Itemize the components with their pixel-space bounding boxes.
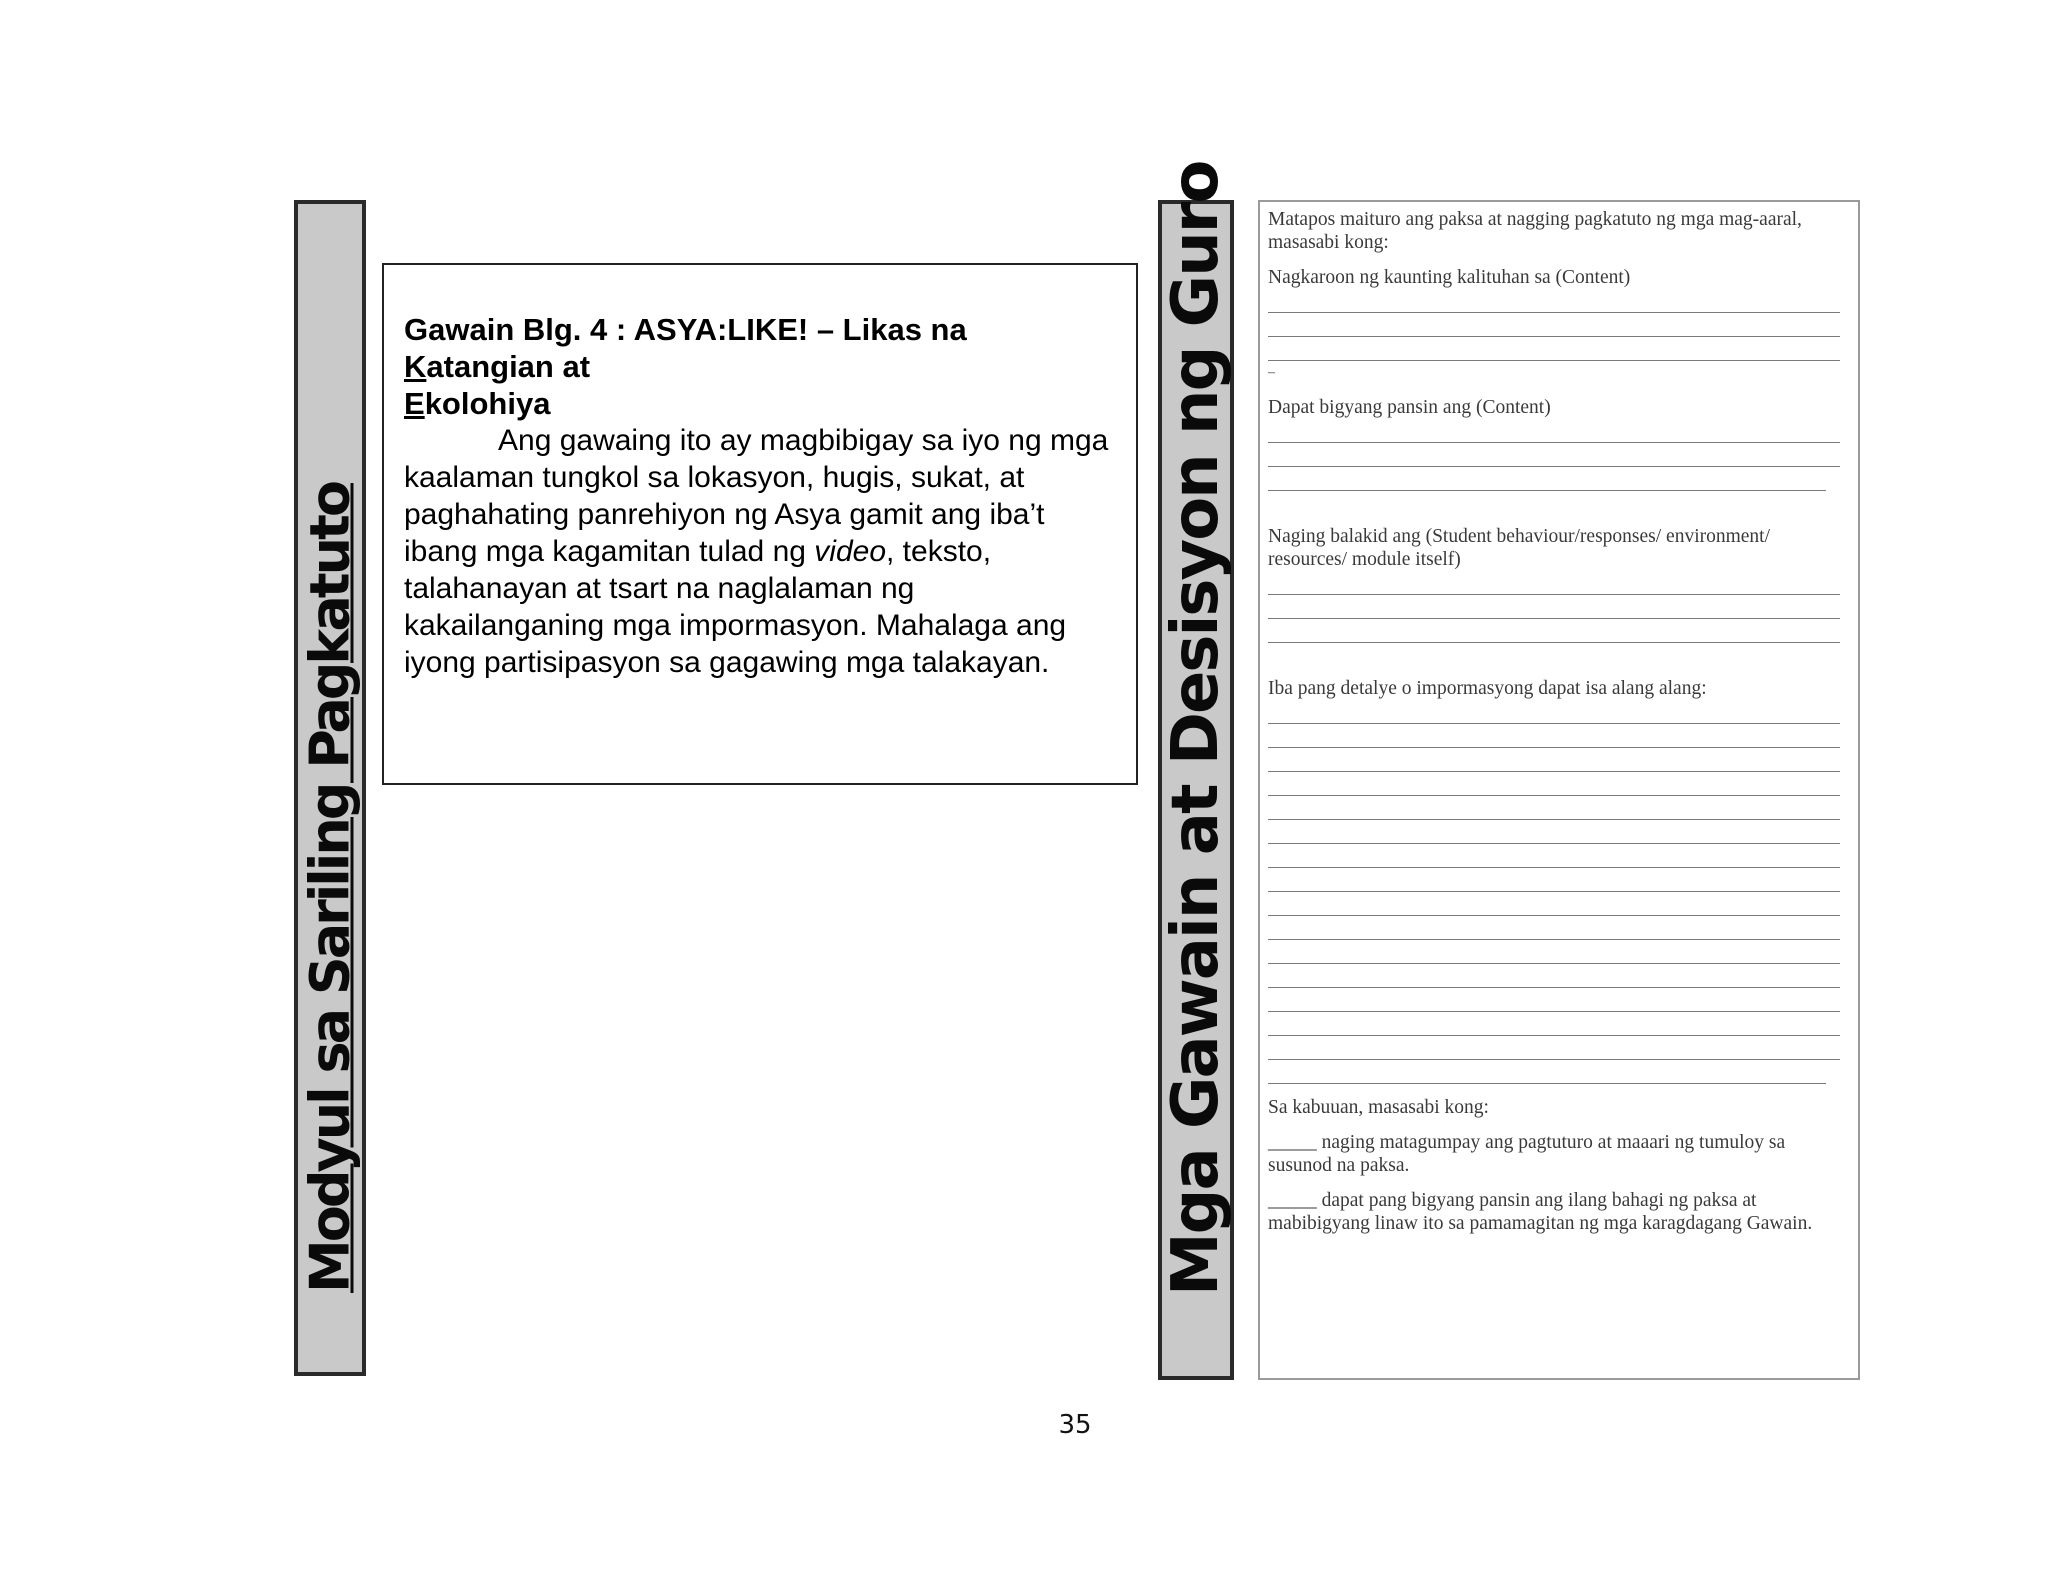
writing-line[interactable] [1268,772,1840,796]
reflection-section-obstacle: Naging balakid ang (Student behaviour/responses/ environment/ resources/ module itself) [1268,526,1771,570]
writing-line[interactable] [1268,700,1840,724]
reflection-section-attention: Dapat bigyang pansin ang (Content) [1268,397,1551,418]
teacher-reflection-panel [1258,200,1860,1380]
reflection-intro: Matapos maituro ang paksa at nagging pagkatuto ng mga mag-aaral, masasabi kong: [1268,209,1802,253]
left-banner-text: Modyul sa Sariling Pagkatuto [298,483,362,1293]
right-vertical-banner [1158,161,1234,1380]
reflection-section-confusion: Nagkaroon ng kaunting kalituhan sa (Content) [1268,267,1631,288]
writing-line[interactable] [1268,1060,1826,1084]
right-banner-text: Mga Gawain at Desisyon ng Guro [1159,161,1233,1296]
writing-line[interactable] [1268,313,1840,337]
checkbox-blank[interactable]: _____ [1268,1132,1317,1153]
checkbox-blank[interactable]: _____ [1268,1190,1317,1211]
activity-box [382,263,1138,785]
writing-line[interactable] [1268,844,1840,868]
activity-title-k: K [404,349,427,384]
left-vertical-banner [294,200,366,1376]
writing-line[interactable] [1268,964,1840,988]
writing-line[interactable] [1268,571,1840,595]
activity-title-line2: atangian at [426,349,591,384]
writing-line[interactable] [1268,868,1840,892]
writing-line[interactable] [1268,988,1840,1012]
activity-body-part2: , teksto, talahanayan at tsart na naglalaman ng kakailanganing mga impormasyon. Mahalaga ang iyong partisipasyon sa gagawing mga talakayan. [404,535,1067,679]
reflection-option-success [1268,1131,1840,1177]
reflection-section-details: Iba pang detalye o impormasyong dapat isa alang alang: [1268,678,1707,699]
writing-line[interactable] [1268,724,1840,748]
writing-line[interactable] [1268,796,1840,820]
writing-line[interactable] [1268,419,1840,443]
writing-line[interactable] [1268,595,1840,619]
page-number: 35 [1058,1410,1092,1440]
activity-description [404,422,1118,681]
activity-body-part1: Ang gawaing ito ay magbibigay sa iyo ng mga kaalaman tungkol sa lokasyon, hugis, sukat, at paghahating panrehiyon ng Asya gamit ang iba’t ibang mga kagamitan tulad ng [404,424,1109,568]
dash-mark: – [1268,365,1275,380]
option-more-attention-text: dapat pang bigyang pansin ang ilang bahagi ng paksa at mabibigyang linaw ito sa pamamagitan ng mga karagdagang Gawain. [1268,1190,1813,1234]
writing-line[interactable] [1268,1036,1840,1060]
activity-title-line3: kolohiya [424,386,551,421]
option-success-text: naging matagumpay ang pagtuturo at maaari ng tumuloy sa susunod na paksa. [1268,1132,1786,1176]
activity-body-italic: video [814,535,886,568]
writing-line[interactable] [1268,916,1840,940]
writing-line[interactable] [1268,892,1840,916]
writing-line[interactable] [1268,748,1840,772]
reflection-option-more-attention [1268,1189,1840,1235]
writing-line[interactable] [1268,467,1826,491]
writing-line[interactable] [1268,1012,1840,1036]
activity-title-e: E [404,386,425,421]
activity-title [404,311,1118,422]
writing-line[interactable] [1268,820,1840,844]
writing-line[interactable] [1268,619,1840,643]
writing-line[interactable] [1268,337,1840,361]
writing-line[interactable] [1268,940,1840,964]
writing-line[interactable] [1268,289,1840,313]
writing-line[interactable] [1268,443,1840,467]
reflection-summary: Sa kabuuan, masasabi kong: [1268,1097,1489,1118]
activity-title-line1: Gawain Blg. 4 : ASYA:LIKE! – Likas na [404,312,967,347]
